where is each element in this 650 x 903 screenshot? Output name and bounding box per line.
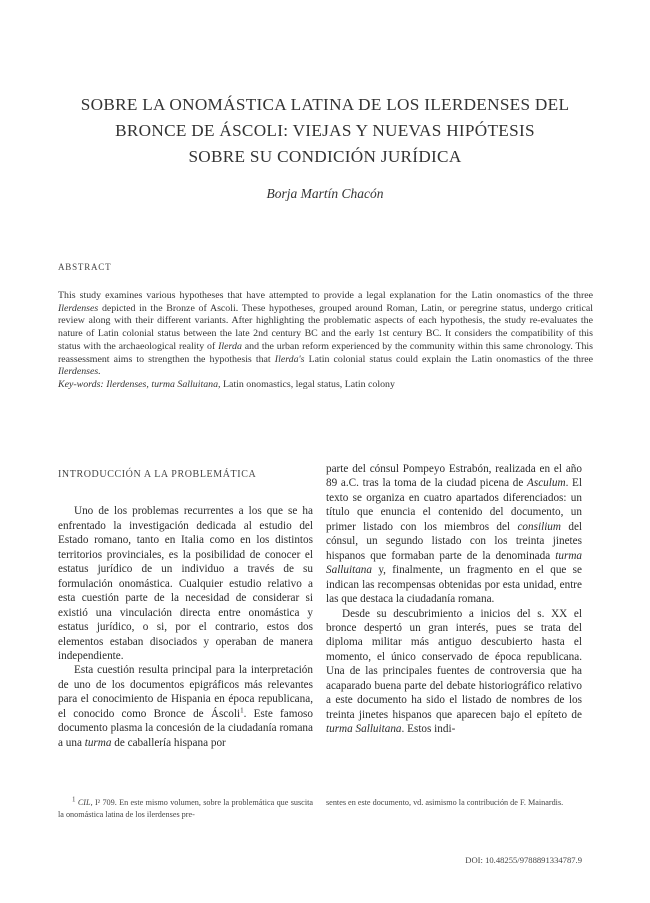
abstract-heading: ABSTRACT [58,262,112,272]
author-name: Borja Martín Chacón [266,186,384,201]
body-text: y, finalmente, un fragmento en el que se indican las recompensas obtenidas por esta unidad, entre las que destaca la ciudadanía romana. [326,564,582,606]
body-italic: turma [84,736,112,749]
body-text: del cónsul, un segundo listado con los treinta jinetes hispanos que formaban parte de la denominada [326,520,583,562]
section-heading: INTRODUCCIÓN A LA PROBLEMÁTICA [58,469,257,480]
abstract-body [58,290,593,392]
body-paragraph [326,607,582,737]
abstract-italic: Ilerda [218,340,242,352]
footnote-italic: CIL [77,798,91,807]
keywords-text: Latin onomastics, legal status, Latin colony [222,378,395,390]
abstract-italic: Ilerdenses [58,302,99,314]
abstract-italic: Ilerda's [274,353,305,365]
title-line: SOBRE LA ONOMÁSTICA LATINA DE LOS ILERDENSES DEL [80,95,570,114]
title-line: SOBRE SU CONDICIÓN JURÍDICA [188,147,462,166]
body-text: parte del cónsul Pompeyo Estrabón, realizada en el año 89 a.C. tras la toma de la ciudad picena de [326,463,582,490]
body-paragraph [326,462,582,607]
title-line: BRONCE DE ÁSCOLI: VIEJAS Y NUEVAS HIPÓTESIS [115,121,535,140]
body-text: Esta cuestión resulta principal para la interpretación de uno de los documentos epigráficos más relevantes para el conocimiento de Hispania en época republicana, el conocido como Bronce de Áscoli [58,664,313,720]
abstract-text: and the urban reform experienced by the community within this same chronology. This reassessment aims to strengthen the hypothesis that [58,340,594,365]
body-text: de caballería hispana por [114,736,226,749]
body-italic: turma Salluitana [326,723,402,736]
right-column [326,462,582,737]
body-italic: consilium [517,520,561,533]
footnote-continuation: sentes en este documento, vd. asimismo la contribución de F. Mainardis. [326,798,564,807]
footnote-left [58,797,313,820]
footnote-right [326,797,582,809]
body-italic: Asculum [527,477,566,490]
doi-label[interactable]: DOI: 10.48255/9788891334787.9 [465,855,582,865]
abstract-paragraph [58,290,593,379]
body-text: . Este famoso documento plasma la concesión de la ciudadanía romana a una [58,707,313,749]
abstract-text: depicted in the Bronze of Ascoli. These hypotheses, grouped around Roman, Latin, or peregrine status, undergo critical review along with their different variants. After highlighting the problematic aspects of each hypothesis, the study re-evaluates the nature of Latin colonial status between the late 2nd century BC and the early 1st century BC. It considers the compatibility of this status with the archaeological reality of [58,302,594,352]
article-title [56,92,594,170]
body-text: . El texto se organiza en cuatro apartados diferenciados: un título que enuncia el contenido del documento, un primer listado con los miembros del [326,477,583,533]
body-italic: turma Salluitana [326,549,583,577]
abstract-italic: Ilerdenses. [58,366,101,378]
footnote [58,797,313,820]
abstract-text: This study examines various hypotheses that have attempted to provide a legal explanation for the Latin onomastics of the three [58,290,593,301]
body-paragraph: Uno de los problemas recurrentes a los que se ha enfrentado la investigación dedicada al estudio del Estado romano, tanto en Italia como en los distintos territorios provinciales, es la posibilidad de conocer el estatus jurídico de un individuo a través de su formulación onomástica. Cualquier estudio relativo a esta cuestión parte de la necesidad de considerar si existió una vinculación directa entre onomástica y estatus jurídico, o si, por el contrario, estos dos elementos estaban disociados y operaban de manera independiente. [58,505,313,662]
footnote-number: 1 [72,795,76,804]
body-paragraph [58,663,313,750]
body-text: Desde su descubrimiento a inicios del s. XX el bronce despertó un gran interés, pues se trata del diploma militar más antiguo descubierto hasta el momento, el único conservado de época republicana. Una de las principales fuentes de controversia que ha acaparado buena parte del debate historiográfico relativo a este documento ha sido el listado de nombres de los treinta jinetes hispanos que aparecen bajo el epíteto de [326,607,582,721]
abstract-text: Latin colonial status could explain the Latin onomastics of the three [308,353,594,365]
footnote-text: , I² 709. En este mismo volumen, sobre la problemática que suscita la onomástica latina de los ilerdenses pre- [58,798,314,819]
keywords-label: Key-words: [58,378,104,390]
keywords [58,379,593,392]
body-text: . Estos indi- [401,723,456,736]
left-column [58,468,313,750]
keywords-italic: Ilerdenses, turma Salluitana, [106,378,221,390]
footnote-ref[interactable]: 1 [240,706,244,715]
